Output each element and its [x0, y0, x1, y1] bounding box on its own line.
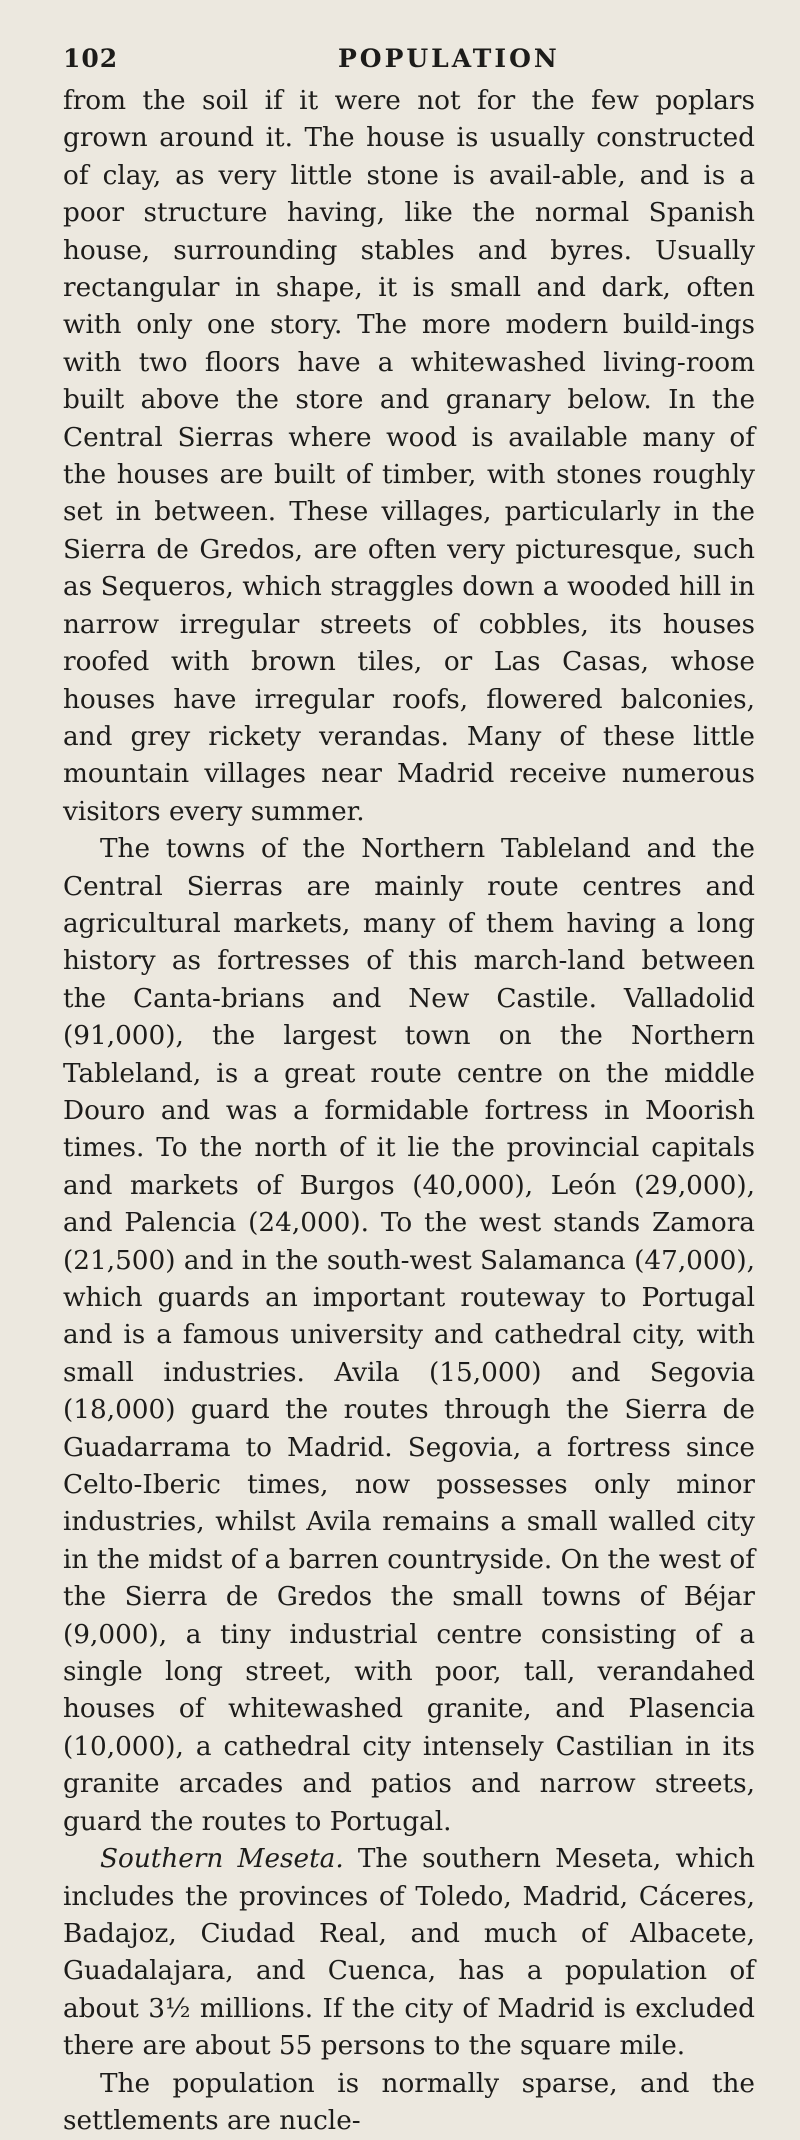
paragraph-text: from the soil if it were not for the few poplars grown around it. The house is usually constructed of clay, as very little stone is avail-able, and is a poor structure having, like the normal Spanish house, surrounding stables and byres. Usually rectangular in shape, it is small and dark, often with only one story. The more modern build-ings with two floors have a whitewashed living-room built above the store and granary below. In the Central Sierras where wood is available many of the houses are built of timber, with stones roughly set in between. These villages, particularly in the Sierra de Gredos, are often very picturesque, such as Sequeros, which straggles down a wooded hill in narrow irregular streets of cobbles, its houses roofed with brown tiles, or Las Casas, whose houses have irregular roofs, flowered balconies, and grey rickety verandas. Many of these little mountain villages near Madrid receive numerous visitors every summer. [63, 86, 755, 827]
paragraph-northern-towns [63, 831, 755, 1841]
running-header [63, 44, 755, 84]
body-text [63, 83, 755, 2140]
running-title: POPULATION [338, 44, 560, 73]
paragraph-village-houses [63, 83, 755, 831]
paragraph-text: The towns of the Northern Tableland and the Central Sierras are mainly route centres and agricultural markets, many of them having a long history as fortresses of this march-land between the Canta-brians and New Castile. Valladolid (91,000), the largest town on the Northern Tableland, is a great route centre on the middle Douro and was a formidable fortress in Moorish times. To the north of it lie the provincial capitals and markets of Burgos (40,000), León (29,000), and Palencia (24,000). To the west stands Zamora (21,500) and in the south-west Salamanca (47,000), which guards an important routeway to Portugal and is a famous university and cathedral city, with small industries. Avila (15,000) and Segovia (18,000) guard the routes through the Sierra de Guadarrama to Madrid. Segovia, a fortress since Celto-Iberic times, now possesses only minor industries, whilst Avila remains a small walled city in the midst of a barren countryside. On the west of the Sierra de Gredos the small towns of Béjar (9,000), a tiny industrial centre consisting of a single long street, with poor, tall, verandahed houses of whitewashed granite, and Plasencia (10,000), a cathedral city intensely Castilian in its granite arcades and patios and narrow streets, guard the routes to Portugal. [63, 834, 755, 1837]
paragraph-settlements [63, 2066, 755, 2140]
paragraph-text: The southern Meseta, which includes the provinces of Toledo, Madrid, Cáceres, Badajoz, Ciudad Real, and much of Albacete, Guadalajara, and Cuenca, has a population of about 3½ millions. If the city of Madrid is excluded there are about 55 persons to the square mile. [63, 1844, 755, 2062]
section-sidehead: Southern Meseta. [100, 1844, 344, 1875]
paragraph-text: The population is normally sparse, and the settlements are nucle- [63, 2068, 755, 2136]
paragraph-southern-meseta [63, 1841, 755, 2065]
page-number: 102 [63, 44, 119, 73]
